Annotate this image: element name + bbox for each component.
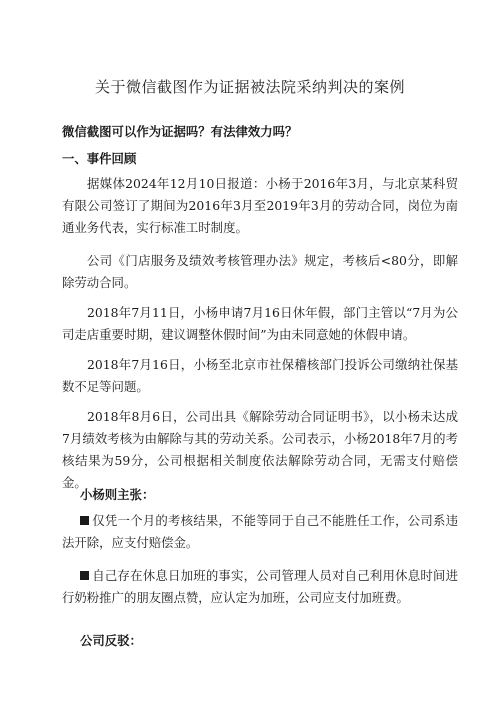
question-heading: 微信截图可以作为证据吗？有法律效力吗？ [62,124,298,139]
paragraph-policy: 公司《门店服务及绩效考核管理办法》规定，考核后<80分，即解除劳动合同。 [62,253,458,290]
claim-item [62,510,458,554]
section-heading-event-review: 一、事件回顾 [62,151,137,166]
document-title: 关于微信截图作为证据被法院采纳判决的案例 [94,78,405,96]
claim-text: 仅凭一个月的考核结果，不能等同于自己不能胜任工作，公司系违法开除，应支付赔偿金。 [62,513,458,550]
paragraph-complaint: 2018年7月16日，小杨至北京市社保稽核部门投诉公司缴纳社保基数不足等问题。 [62,357,458,394]
claim-heading: 小杨则主张： [80,487,155,502]
square-bullet-icon [80,516,89,525]
claim-item [62,565,458,609]
claim-text: 自己存在休息日加班的事实，公司管理人员对自己利用休息时间进行奶粉推广的朋友圈点赞，应认定为加班，公司应支付加班费。 [62,568,458,605]
square-bullet-icon [80,571,89,580]
paragraph-leave-request: 2018年7月11日，小杨申请7月16日休年假，部门主管以“7月为公司走店重要时期，建议调整休假时间”为由未同意她的休假申请。 [62,305,458,342]
rebuttal-heading: 公司反驳： [80,633,142,648]
paragraph-report: 据媒体2024年12月10日报道：小杨于2016年3月，与北京某科贸有限公司签订了期间为2016年3月至2019年3月的劳动合同，岗位为南通业务代表，实行标准工时制度。 [62,176,458,235]
paragraph-termination: 2018年8月6日，公司出具《解除劳动合同证明书》，以小杨未达成7月绩效考核为由解除与其的劳动关系。公司表示，小杨2018年7月的考核结果为59分，公司根据相关制度依法解除劳动合同，无需支付赔偿金。 [62,409,458,490]
